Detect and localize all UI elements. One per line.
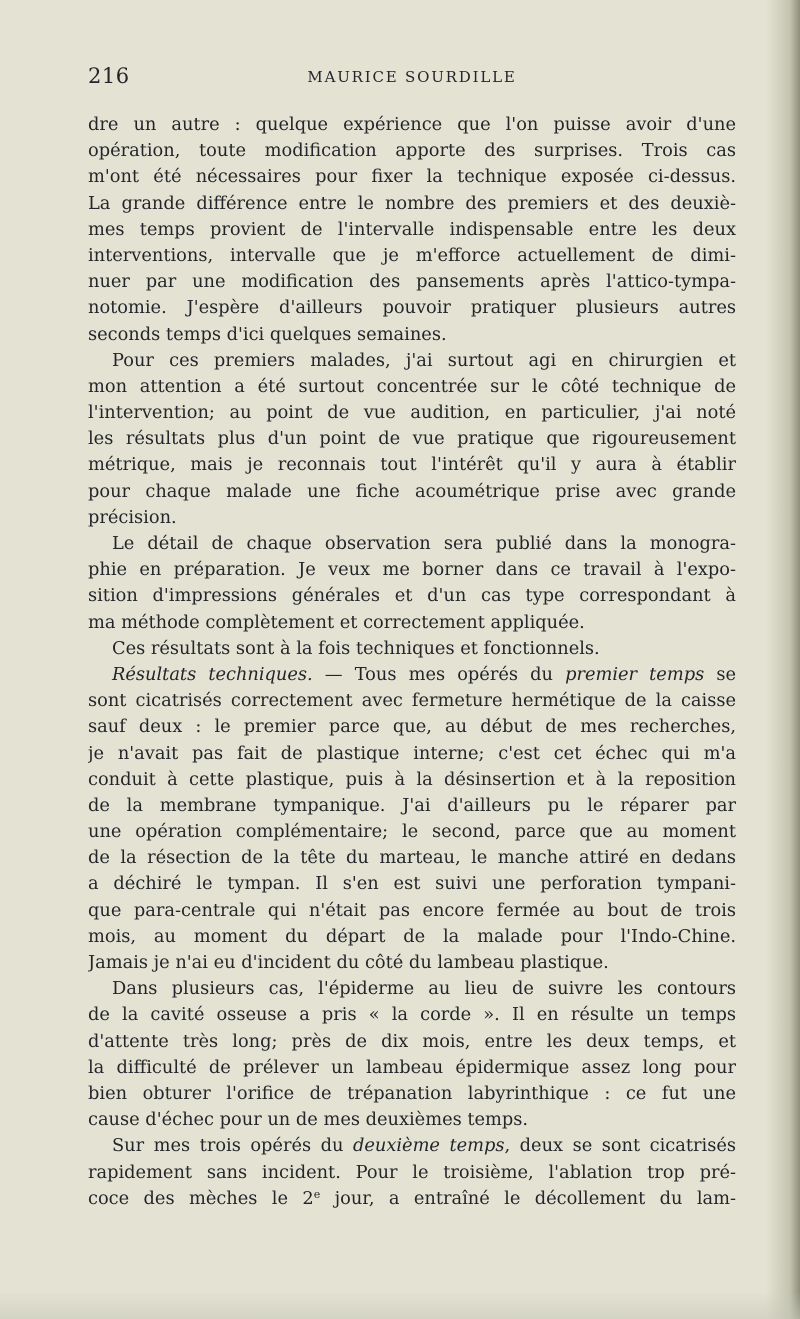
text-line: la difficulté de prélever un lambeau épidermique assez long pour [88,1056,736,1078]
body-text [88,112,736,1212]
text-line: pour chaque malade une fiche acoumétrique prise avec grande [88,480,736,502]
text-line: Sur mes trois opérés du deuxième temps, deux se sont cicatrisés [112,1135,736,1157]
text-line: La grande différence entre le nombre des premiers et des deuxiè- [88,192,736,214]
text-line: Ces résultats sont à la fois techniques et fonctionnels. [112,637,600,659]
text-line: mes temps provient de l'intervalle indispensable entre les deux [88,218,736,240]
text-line: nuer par une modification des pansements après l'attico-tympa- [88,271,736,293]
text-line: d'attente très long; près de dix mois, entre les deux temps, et [88,1030,736,1052]
page-edge-shadow [766,0,800,1319]
text-line: métrique, mais je reconnais tout l'intérêt qu'il y aura à établir [88,454,736,476]
text-line: rapidement sans incident. Pour le troisième, l'ablation trop pré- [88,1161,736,1183]
text-line: bien obturer l'orifice de trépanation labyrinthique : ce fut une [88,1082,736,1104]
text-line: interventions, intervalle que je m'efforce actuellement de dimi- [88,244,736,266]
text-line: a déchiré le tympan. Il s'en est suivi une perforation tympani- [88,873,736,895]
text-line: Jamais je n'ai eu d'incident du côté du lambeau plastique. [88,952,609,973]
text-line: de la résection de la tête du marteau, le manche attiré en dedans [88,847,736,869]
text-line: Dans plusieurs cas, l'épiderme au lieu de suivre les contours [112,978,736,1000]
text-line: phie en préparation. Je veux me borner dans ce travail à l'expo- [88,559,736,581]
text-line: je n'avait pas fait de plastique interne; c'est cet échec qui m'a [88,742,736,764]
text-line: sont cicatrisés correctement avec fermeture hermétique de la caisse [88,690,736,712]
text-line: conduit à cette plastique, puis à la désinsertion et à la reposition [88,768,736,790]
text-line: seconds temps d'ici quelques semaines. [88,323,447,345]
text-line: les résultats plus d'un point de vue pratique que rigoureusement [88,428,736,450]
text-line: dre un autre : quelque expérience que l'on puisse avoir d'une [88,114,736,135]
text-line: sauf deux : le premier parce que, au début de mes recherches, [88,716,736,738]
text-line: coce des mèches le 2e jour, a entraîné le décollement du lam- [88,1187,736,1209]
text-line: que para-centrale qui n'était pas encore fermée au bout de trois [88,899,736,921]
superscript: e [313,1187,321,1201]
text-line: opération, toute modification apporte des surprises. Trois cas [88,140,736,162]
text-line: mon attention a été surtout concentrée sur le côté technique de [88,375,736,397]
italic-term: premier temps [565,663,705,685]
italic-term: deuxième temps [352,1135,505,1157]
text-line: ma méthode complètement et correctement appliquée. [88,611,585,633]
text-line: mois, au moment du départ de la malade pour l'Indo-Chine. [88,925,736,947]
italic-heading: Résultats techniques. [112,663,313,685]
text-line: Pour ces premiers malades, j'ai surtout agi en chirurgien et [112,349,736,371]
text-line: de la membrane tympanique. J'ai d'ailleurs pu le réparer par [88,794,736,816]
text-line: sition d'impressions générales et d'un cas type correspondant à [88,585,736,607]
text-line: Le détail de chaque observation sera publié dans la monogra- [112,533,736,554]
text-line: l'intervention; au point de vue audition, en particulier, j'ai noté [88,402,736,424]
page-header [88,60,736,94]
text-line: une opération complémentaire; le second, parce que au moment [88,821,736,843]
text-line: Résultats techniques. — Tous mes opérés du premier temps se [112,663,736,685]
text-line: notomie. J'espère d'ailleurs pouvoir pratiquer plusieurs autres [88,297,736,319]
page-number: 216 [88,64,130,88]
text-line: cause d'échec pour un de mes deuxièmes temps. [88,1109,529,1131]
text-line: de la cavité osseuse a pris « la corde ». Il en résulte un temps [88,1004,736,1026]
text-line: m'ont été nécessaires pour fixer la technique exposée ci-dessus. [88,166,736,188]
page-bottom-edge [0,1291,800,1319]
text-line: précision. [88,506,177,528]
running-head: MAURICE SOURDILLE [307,68,517,86]
